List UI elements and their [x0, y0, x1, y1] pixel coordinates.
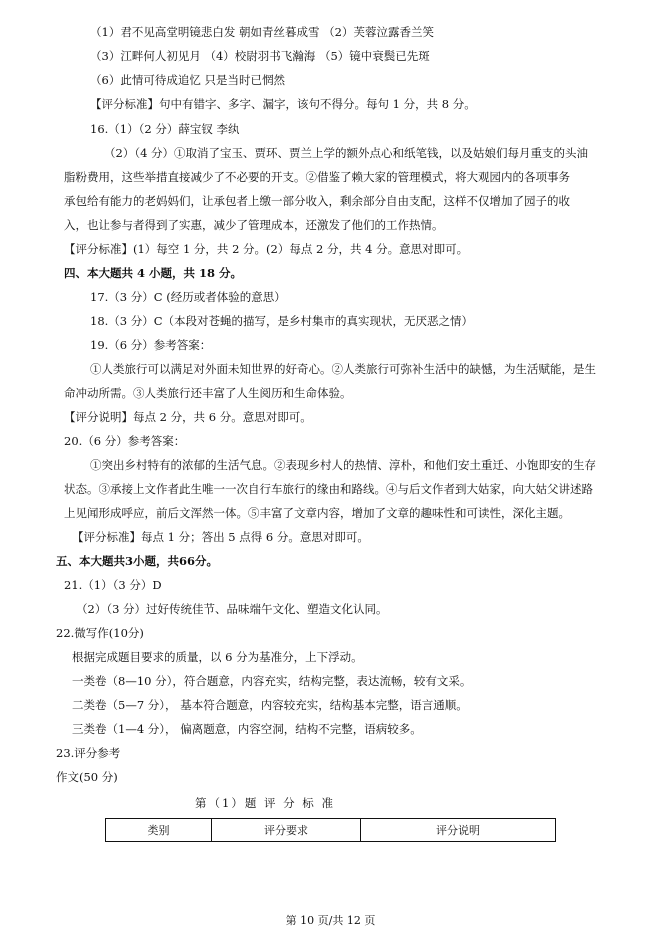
answer-20-line-2: 状态。③承接上文作者此生唯一一次自行车旅行的缘由和路线。④与后文作者到大姑家，向大姑父讲述路 [64, 482, 593, 496]
scoring-note-19: 【评分说明】每点 2 分，共 6 分。意思对即可。 [64, 410, 312, 424]
answer-20-line-3: 上见闻形成呼应，前后文浑然一体。⑤丰富了文章内容，增加了文章的趣味性和可读性，深化主题。 [64, 506, 570, 520]
question-23-heading: 23.评分参考 [56, 746, 121, 760]
answer-21-1: 21.（1）（3 分）D [64, 578, 162, 592]
question-22-rule: 根据完成题目要求的质量，以 6 分为基准分，上下浮动。 [72, 650, 363, 664]
answer-16-2-line-1: （2）（4 分）①取消了宝玉、贾环、贾兰上学的额外点心和纸笔钱，以及姑娘们每月重支的头油 [104, 146, 589, 160]
table-title: 第（1）题 评 分 标 准 [195, 796, 335, 810]
answer-16-1: 16.（1）（2 分）薛宝钗 李纨 [90, 122, 240, 136]
answer-16-2-line-2: 脂粉费用，这些举措直接减少了不必要的开支。②借鉴了赖大家的管理模式，将大观园内的各项事务 [64, 170, 570, 184]
table-header-requirements: 评分要求 [212, 819, 361, 842]
answer-21-2: （2）（3 分）过好传统佳节、品味端午文化、塑造文化认同。 [76, 602, 388, 616]
answer-20-header: 20.（6 分）参考答案： [64, 434, 186, 448]
scoring-table [105, 818, 556, 842]
answer-19-line-2: 命冲动所需。③人类旅行还丰富了人生阅历和生命体验。 [64, 386, 352, 400]
section-heading-5: 五、本大题共3小题，共66分。 [56, 554, 219, 568]
table-header-row [106, 819, 556, 842]
scoring-note-15: 【评分标准】句中有错字、多字、漏字，该句不得分。每句 1 分，共 8 分。 [90, 97, 476, 111]
section-heading-4: 四、本大题共 4 小题，共 18 分。 [64, 266, 243, 280]
essay-heading: 作文(50 分) [56, 770, 118, 784]
page-number: 第 10 页/共 12 页 [285, 914, 376, 927]
grade-class-2: 二类卷（5—7 分）， 基本符合题意，内容较充实，结构基本完整，语言通顺。 [72, 698, 468, 712]
answer-16-2-line-3: 承包给有能力的老妈妈们，让承包者上缴一部分收入，剩余部分自由支配，这样不仅增加了园子的收 [64, 194, 570, 208]
answer-line-15-2: （3）江畔何人初见月 （4）校尉羽书飞瀚海 （5）镜中衰鬓已先斑 [90, 49, 430, 63]
answer-16-2-line-4: 入，也让参与者得到了实惠，减少了管理成本，还激发了他们的工作热情。 [64, 218, 444, 232]
answer-line-15-3: （6）此情可待成追忆 只是当时已惘然 [90, 73, 285, 87]
question-22-heading: 22.微写作(10分) [56, 626, 144, 640]
answer-18: 18.（3 分）C（本段对苍蝇的描写，是乡村集市的真实现状，无厌恶之情） [90, 314, 474, 328]
answer-19-line-1: ①人类旅行可以满足对外面未知世界的好奇心。②人类旅行可弥补生活中的缺憾，为生活赋能，是生 [90, 362, 596, 376]
answer-line-15-1: （1）君不见高堂明镜悲白发 朝如青丝暮成雪 （2）芙蓉泣露香兰笑 [90, 25, 434, 39]
table-header-category: 类别 [106, 819, 212, 842]
table-header-explanation: 评分说明 [361, 819, 556, 842]
grade-class-3: 三类卷（1—4 分）， 偏离题意，内容空洞，结构不完整，语病较多。 [72, 722, 422, 736]
scoring-note-16: 【评分标准】(1）每空 1 分，共 2 分。(2）每点 2 分，共 4 分。意思对即可。 [64, 242, 469, 256]
grade-class-1: 一类卷（8—10 分），符合题意，内容充实，结构完整，表达流畅，较有文采。 [72, 674, 472, 688]
scoring-note-20: 【评分标准】每点 1 分；答出 5 点得 6 分。意思对即可。 [72, 530, 369, 544]
answer-19-header: 19.（6 分）参考答案： [90, 338, 212, 352]
answer-20-line-1: ①突出乡村特有的浓郁的生活气息。②表现乡村人的热情、淳朴，和他们安土重迁、小饱即安的生存 [90, 458, 596, 472]
answer-17: 17.（3 分）C (经历或者体验的意思） [90, 290, 286, 304]
